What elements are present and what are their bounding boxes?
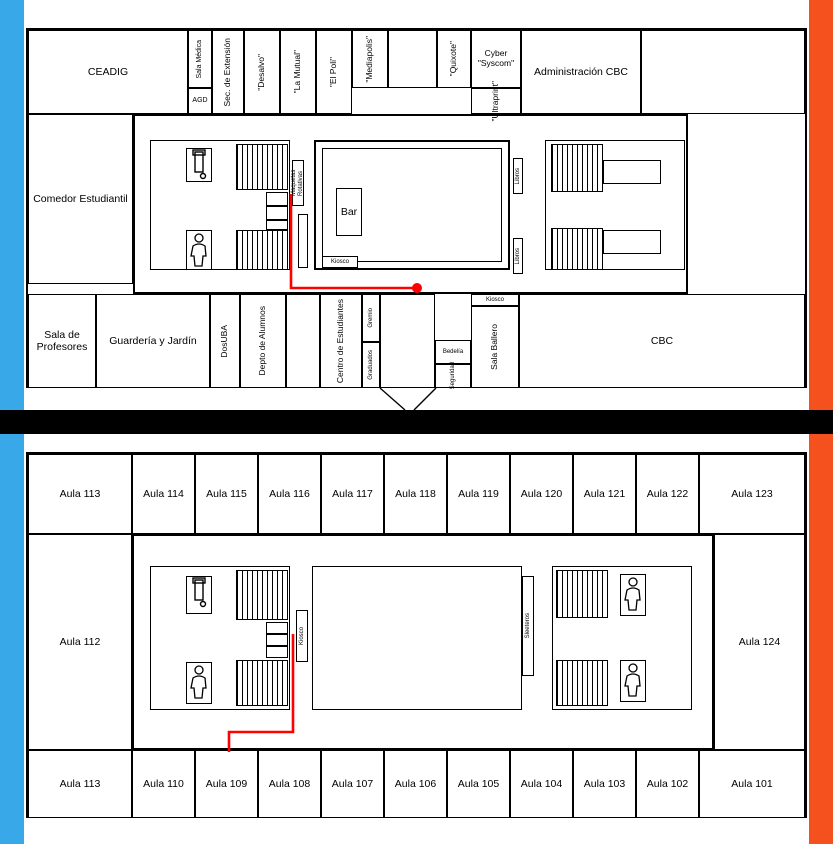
upper-stair-2 xyxy=(266,206,288,220)
room-administracion-cbc[interactable] xyxy=(521,30,641,114)
room-label: Aula 110 xyxy=(143,777,184,790)
aula-112[interactable] xyxy=(28,534,132,750)
room-label: Sec. de Extensión xyxy=(222,37,233,107)
room-label: Kiosco xyxy=(485,296,504,303)
lower-stair-1 xyxy=(266,622,288,634)
room-label: Cyber "Syscom" xyxy=(477,48,515,68)
aula-109[interactable] xyxy=(195,750,258,818)
room-label: "Desalvo" xyxy=(256,53,267,91)
aula-113-top[interactable] xyxy=(28,454,132,534)
right-orange-band-lower xyxy=(809,434,833,844)
aula-105[interactable] xyxy=(447,750,510,818)
upper-strip-left xyxy=(298,214,308,268)
room-centro-estudiantes[interactable] xyxy=(320,294,362,388)
aula-108[interactable] xyxy=(258,750,321,818)
room-label: Bedelía xyxy=(442,348,464,355)
lower-right-bench-2 xyxy=(556,660,608,706)
lower-kiosco[interactable] xyxy=(296,610,308,662)
room-label: Aula 101 xyxy=(731,777,773,790)
room-label: Sala de Profesores xyxy=(36,328,88,353)
left-blue-band-lower xyxy=(0,434,24,844)
room-seguridad[interactable] xyxy=(435,364,471,388)
room-label: Aula 115 xyxy=(206,487,247,500)
room-label: Aula 117 xyxy=(332,487,373,500)
room-label: Libros xyxy=(514,167,521,185)
room-label: Libros xyxy=(514,247,521,265)
aula-102[interactable] xyxy=(636,750,699,818)
aula-114[interactable] xyxy=(132,454,195,534)
floor-separator-band xyxy=(0,410,833,434)
upper-left-bench-2 xyxy=(236,230,288,270)
aula-116[interactable] xyxy=(258,454,321,534)
upper-maquetas-rotativas[interactable] xyxy=(292,160,304,206)
room-bedelia[interactable] xyxy=(435,340,471,364)
upper-right-bench-2 xyxy=(551,228,603,270)
room-label: Aula 120 xyxy=(520,487,563,500)
room-cbc[interactable] xyxy=(519,294,805,388)
room-graduados[interactable] xyxy=(362,342,380,388)
room-label: Aula 109 xyxy=(205,777,248,790)
aula-115[interactable] xyxy=(195,454,258,534)
lower-stair-3 xyxy=(266,646,288,658)
room-label: Aula 124 xyxy=(738,635,781,648)
room-sala-ballero[interactable] xyxy=(471,306,519,388)
room-label: Sleeteros xyxy=(524,613,531,639)
room-guarderia-jardin[interactable] xyxy=(96,294,210,388)
room-label: Seguridad xyxy=(449,362,456,390)
upper-bottom-gap-1 xyxy=(286,294,320,388)
room-depto-alumnos[interactable] xyxy=(240,294,286,388)
left-blue-band-upper xyxy=(0,0,24,410)
room-label: Sala Médica xyxy=(195,39,203,79)
room-label: Aula 122 xyxy=(646,487,689,500)
lower-left-bench-2 xyxy=(236,660,288,706)
room-label: Maquetas Rotativas xyxy=(291,169,304,197)
room-label: Aula 107 xyxy=(331,777,374,790)
room-label: Aula 105 xyxy=(457,777,500,790)
room-agd[interactable] xyxy=(188,88,212,114)
upper-stair-1 xyxy=(266,192,288,206)
room-label: CEADIG xyxy=(87,65,129,78)
room-label: Aula 108 xyxy=(268,777,311,790)
upper-right-bench-1 xyxy=(551,144,603,192)
room-label: Aula 106 xyxy=(394,777,437,790)
room-label: Aula 104 xyxy=(520,777,563,790)
upper-kiosco[interactable] xyxy=(322,256,358,268)
room-sala-medica[interactable] xyxy=(188,30,212,88)
room-label: "Mediapolis" xyxy=(364,35,375,83)
aula-110[interactable] xyxy=(132,750,195,818)
upper-stair-3 xyxy=(266,220,288,230)
room-ceadig[interactable] xyxy=(28,30,188,114)
room-label: Aula 103 xyxy=(583,777,626,790)
room-label: DosUBA xyxy=(219,324,230,358)
aula-117[interactable] xyxy=(321,454,384,534)
room-label: Aula 119 xyxy=(458,487,499,500)
upper-top-right-empty xyxy=(641,30,805,114)
aula-122[interactable] xyxy=(636,454,699,534)
aula-123[interactable] xyxy=(699,454,805,534)
upper-top-gap xyxy=(388,30,437,88)
room-label: Aula 123 xyxy=(731,487,773,500)
room-label: Sala Ballero xyxy=(489,324,500,370)
lower-central-block xyxy=(312,566,522,710)
lower-icon-box-2 xyxy=(186,662,212,704)
upper-right-table-1 xyxy=(603,160,661,184)
room-label: Depto de Alumnos xyxy=(257,306,268,376)
room-label: "El Poli" xyxy=(328,56,339,88)
lower-right-bench-1 xyxy=(556,570,608,618)
aula-120[interactable] xyxy=(510,454,573,534)
room-label: Aula 113 xyxy=(59,487,101,500)
lower-stair-2 xyxy=(266,634,288,646)
lower-sleeteros[interactable] xyxy=(522,576,534,676)
upper-icon-box-2 xyxy=(186,230,212,270)
aula-118[interactable] xyxy=(384,454,447,534)
room-desalvo[interactable] xyxy=(244,30,280,114)
room-cyber-syscom[interactable] xyxy=(471,30,521,88)
room-label: Administración CBC xyxy=(534,65,628,78)
room-label: Aula 116 xyxy=(269,487,310,500)
room-label: Aula 121 xyxy=(583,487,626,500)
room-label: Comedor Estudiantil xyxy=(33,192,128,205)
room-mediapolis[interactable] xyxy=(352,30,388,88)
room-label: CBC xyxy=(650,334,674,347)
lower-icon-box-3 xyxy=(620,574,646,616)
room-label: AGD xyxy=(192,96,208,104)
room-label: Gremio xyxy=(367,308,374,328)
room-gremio[interactable] xyxy=(362,294,380,342)
room-dosuba[interactable] xyxy=(210,294,240,388)
room-kiosco-bottom[interactable] xyxy=(471,294,519,306)
room-label: Centro de Estudiantes xyxy=(335,298,346,384)
room-el-poli[interactable] xyxy=(316,30,352,114)
right-orange-band-upper xyxy=(809,0,833,410)
room-label: "Ultraprint" xyxy=(490,80,501,122)
aula-113-bottom[interactable] xyxy=(28,750,132,818)
room-label: Kiosco xyxy=(330,258,349,265)
aula-101[interactable] xyxy=(699,750,805,818)
aula-124[interactable] xyxy=(714,534,805,750)
aula-119[interactable] xyxy=(447,454,510,534)
room-label: Graduados xyxy=(367,350,374,380)
room-label: Aula 112 xyxy=(59,635,101,648)
room-bar[interactable] xyxy=(336,188,362,236)
room-label: Guardería y Jardín xyxy=(109,334,197,347)
upper-bottom-gap-2 xyxy=(380,294,435,388)
room-label: Aula 113 xyxy=(59,777,101,790)
upper-libros-1[interactable] xyxy=(513,158,523,194)
aula-104[interactable] xyxy=(510,750,573,818)
room-ultraprint[interactable] xyxy=(471,80,521,122)
room-comedor-estudiantil[interactable] xyxy=(28,114,133,284)
aula-121[interactable] xyxy=(573,454,636,534)
upper-right-table-2 xyxy=(603,230,661,254)
lower-icon-box-4 xyxy=(620,660,646,702)
upper-icon-box-1 xyxy=(186,148,212,182)
lower-icon-box-1 xyxy=(186,576,212,614)
room-label: Aula 102 xyxy=(646,777,689,790)
room-la-mutual[interactable] xyxy=(280,30,316,114)
room-quixote[interactable] xyxy=(437,30,471,88)
aula-103[interactable] xyxy=(573,750,636,818)
lower-left-bench-1 xyxy=(236,570,288,620)
aula-107[interactable] xyxy=(321,750,384,818)
upper-connector-lines xyxy=(380,388,436,410)
room-label: Kiosco xyxy=(298,626,305,645)
upper-left-bench-1 xyxy=(236,144,288,190)
room-sala-profesores[interactable] xyxy=(28,294,96,388)
room-label: Aula 114 xyxy=(143,487,184,500)
room-label: Aula 118 xyxy=(395,487,436,500)
room-label: Bar xyxy=(340,205,358,218)
upper-libros-2[interactable] xyxy=(513,238,523,274)
aula-106[interactable] xyxy=(384,750,447,818)
room-label: "La Mutual" xyxy=(292,50,303,94)
room-label: "Quixote" xyxy=(448,41,459,77)
room-sec-extension[interactable] xyxy=(212,30,244,114)
